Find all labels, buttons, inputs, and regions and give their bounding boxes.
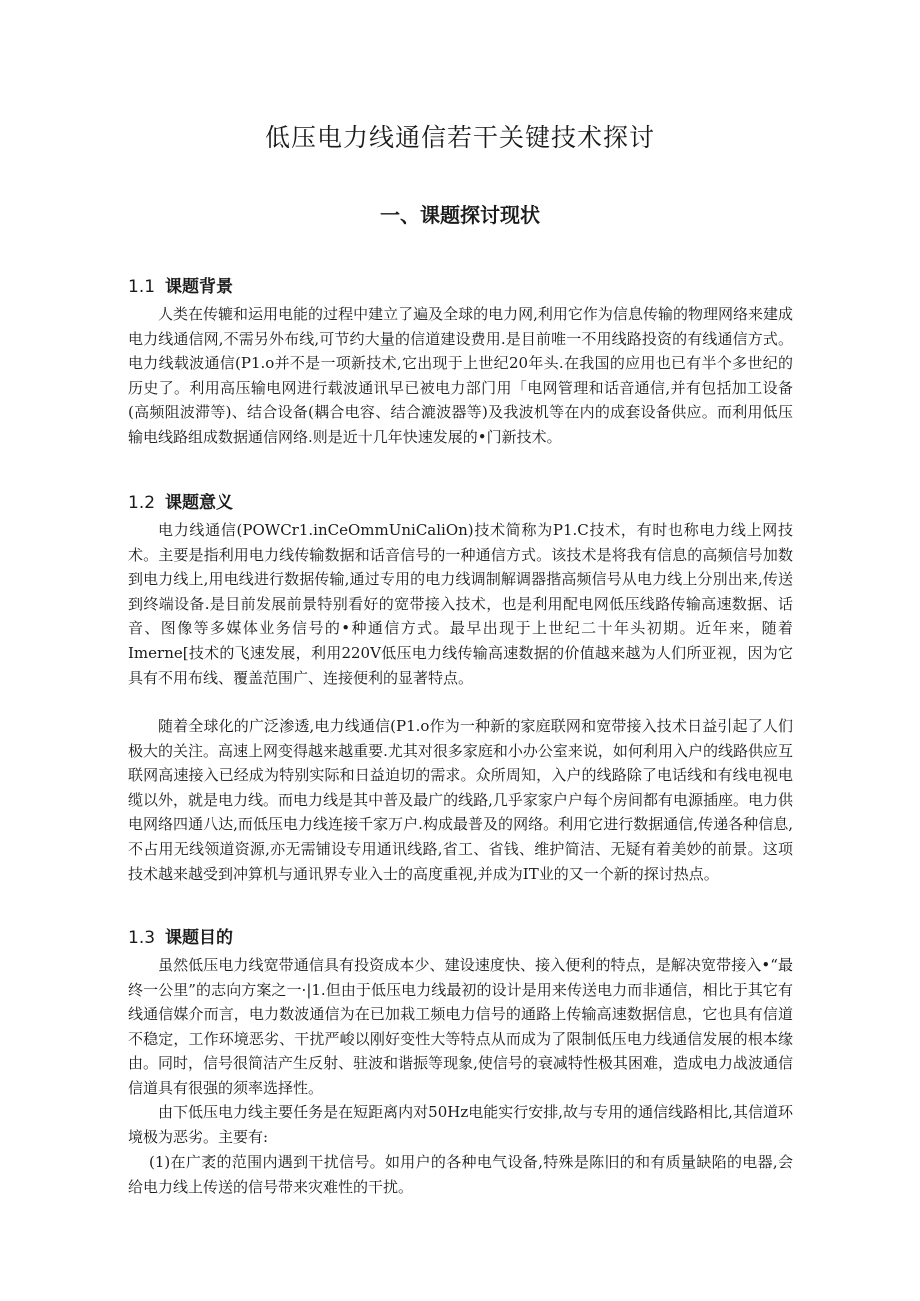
chapter-heading: 一、课题探讨现状 (380, 203, 540, 227)
paragraph: 随着全球化的广泛渗透,电力线通信(P1.o作为一种新的家庭联网和宽带接入技术日益引起了人们极大的关注。高速上网变得越来越重要.尤其对很多家庭和小办公室来说，如何利用入户的线路供应互联网高速接入已经成为特别实际和日益迫切的需求。众所周知，入户的线路除了电话线和有线电视电缆以外，就是电力线。而电力线是其中普及最广的线路,几乎家家户户每个房间都有电源插座。电力供电网络四通八达,而低压电力线连接千家万户.构成最普及的网络。利用它进行数据通信,传递各种信息,不占用无线领道资源,亦无需铺设专用通讯线路,省工、省钱、维护简洁、无疑有着美妙的前景。这项技术越来越受到冲算机与通讯界专业入士的高度重视,并成为IT业的又一个新的探讨热点。 (128, 717, 793, 883)
section-title: 课题意义 (165, 493, 234, 513)
paragraph: 人类在传辘和运用电能的过程中建立了遍及全球的电力网,利用它作为信息传输的物理网络来建成电力线通信网,不需另外布线,可节约大量的信道建设费用.是目前唯一不用线路投资的有线通信方式。电力线载波通信(P1.o并不是一项新技术,它出现于上世纪20年头.在我国的应用也已有半个多世纪的历史了。利用高压输电网进行载波通讯早已被电力部门用「电网管理和话音通信,并有包括加工设备(高频阻波滞等)、结合设备(耦合电容、结合漉波器等)及我波机等在内的成套设备供应。而利用低压输电线路组成数据通信网络.则是近十几年快速发展的•门新技术。 (128, 305, 793, 446)
document-title: 低压电力线通信若干关键技术探讨 (264, 123, 655, 152)
section-number: 1.2 (128, 493, 156, 513)
section-number: 1.3 (128, 928, 156, 948)
paragraph: 电力线通信(POWCr1.inCeOmmUniCaliOn)技术简称为P1.C技术，有时也称电力线上网技术。主要是指利用电力线传输数据和话音信号的一种通信方式。该技术是将我有信息的高频信号加数到电力线上,用电线进行数据传输,通过专用的电力线调制解调器揩高频信号从电力线上分別出来,传送到终端设备.是目前发展前景特别看好的宽带接入技术，也是利用配电网低压线路传输高速数据、话音、图像等多媒体业务信号的•种通信方式。最早出现于上世纪二十年头初期。近年来，随着Imerne[技术的飞速发展，利用220V低压电力线传输高速数据的价值越来越为人们所亚视，因为它具有不用布线、覆盖范围广、连接便利的显著特点。 (128, 521, 793, 687)
section-title: 课题背景 (165, 277, 234, 297)
section-heading-purpose (128, 923, 233, 948)
paragraph: 虽然低压电力线宽带通信具有投资成本少、建设速度快、接入便利的特点，是解决宽带接入•“最终一公里”的志向方案之一·|1.但由于低压电力线最初的设计是用来传送电力而非通信，相比于其它有线通信媒介而言，电力数波通信为在已加栽工频电力信号的通路上传输高速数据信息，它也具有信道不稳定，工作环境恶劣、干扰严峻以刚好变性大等特点从而成为了限制低压电力线通信发展的根本缘由。同时，信号很简洁产生反射、驻波和谐振等现象,使信号的衰减特性极其困难，造成电力战波通信信道具有很强的须率选择性。 (128, 956, 793, 1097)
section-title: 课题目的 (165, 928, 234, 948)
section-heading-significance (128, 488, 233, 513)
section-heading-background (128, 272, 233, 297)
section-number: 1.1 (128, 277, 156, 297)
list-item: (1)在广袤的范围内遇到干扰信号。如用户的各种电气设备,特殊是陈旧的和有质量缺陷的电器,会给电力线上传送的信号带来灾难性的干扰。 (128, 1153, 793, 1196)
paragraph: 由下低压电力线主要任务是在短距离内对50Hz电能实行安排,故与专用的通信线路相比,其信道环境极为恶劣。主要有: (128, 1103, 793, 1146)
